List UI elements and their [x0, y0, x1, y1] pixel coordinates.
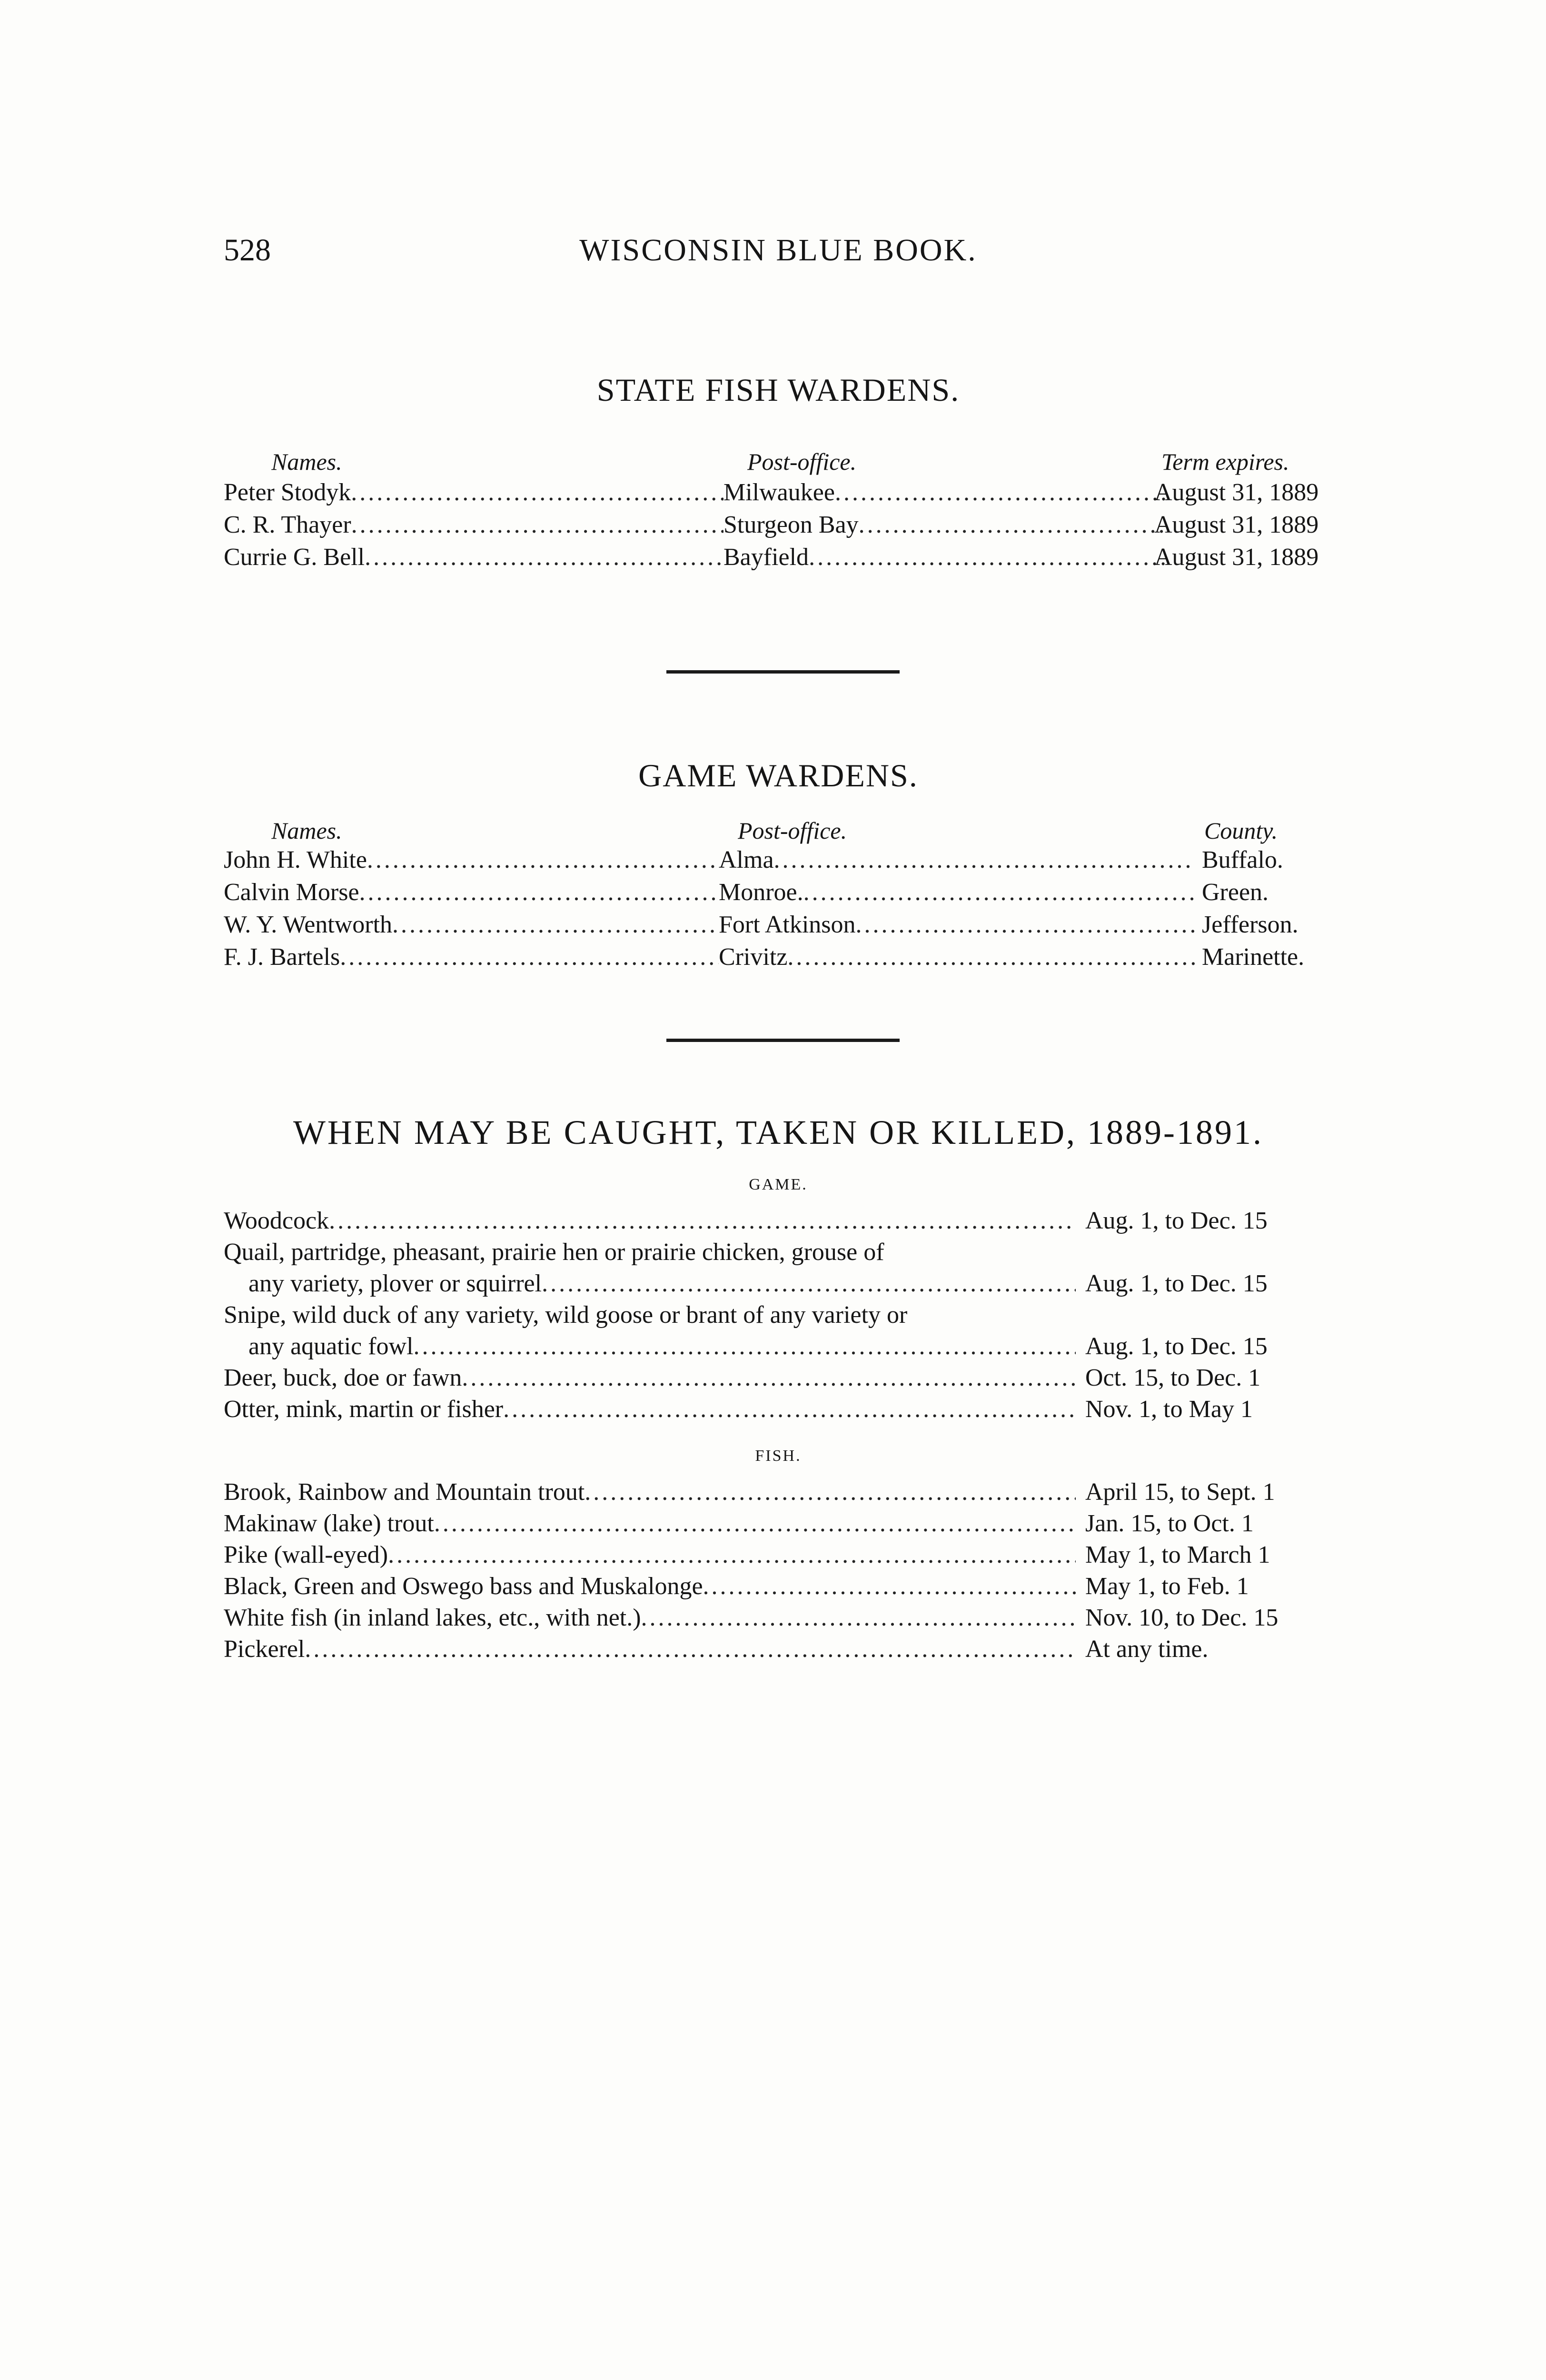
item-label-text: Otter, mink, martin or fisher: [224, 1396, 504, 1423]
table-row: [224, 941, 1333, 974]
list-item: [224, 1299, 1333, 1331]
dot-leader: [503, 1394, 1076, 1425]
season-dates: May 1, to Feb. 1: [1085, 1573, 1249, 1600]
dot-leader: [774, 843, 1195, 877]
dot-leader: [859, 508, 1166, 542]
list-item: [224, 1237, 1333, 1268]
item-label: [248, 1331, 1076, 1362]
table-row: [224, 476, 1333, 509]
dot-leader: [388, 1539, 1076, 1571]
list-item: [224, 1539, 1333, 1571]
post-office-cell: [719, 876, 1195, 909]
name-cell-text: John H. White: [224, 846, 367, 873]
season-dates: At any time.: [1085, 1636, 1209, 1663]
post-office-cell: [723, 541, 1166, 574]
post-office-cell: [719, 908, 1195, 942]
dot-leader: [365, 541, 723, 574]
season-dates: Aug. 1, to Dec. 15: [1085, 1270, 1268, 1297]
item-label: [224, 1571, 1076, 1602]
season-dates: May 1, to March 1: [1085, 1541, 1270, 1568]
last-cell: Buffalo.: [1202, 846, 1283, 873]
last-cell: Jefferson.: [1202, 911, 1298, 938]
dot-leader: [835, 476, 1166, 509]
name-cell: [224, 843, 719, 877]
post-office-cell-text: Bayfield: [723, 544, 809, 571]
col-header-names: Names.: [271, 448, 342, 475]
season-dates: April 15, to Sept. 1: [1085, 1478, 1275, 1506]
item-label: [248, 1268, 1076, 1299]
item-label: Quail, partridge, pheasant, prairie hen or prairie chicken, grouse of: [224, 1239, 884, 1266]
last-cell: August 31, 1889: [1154, 511, 1319, 538]
item-label: [224, 1634, 1076, 1665]
season-dates: Aug. 1, to Dec. 15: [1085, 1207, 1268, 1234]
fish-wardens-header-row: [224, 445, 1333, 478]
item-label-text: White fish (in inland lakes, etc., with net.): [224, 1604, 641, 1631]
name-cell-text: W. Y. Wentworth: [224, 911, 393, 938]
name-cell-text: Currie G. Bell: [224, 544, 365, 571]
name-cell-text: Peter Stodyk: [224, 479, 351, 506]
list-item: [224, 1634, 1333, 1665]
game-subheading: GAME.: [749, 1176, 808, 1193]
item-label-text: any aquatic fowl: [248, 1333, 414, 1360]
running-head: [224, 232, 1333, 275]
dot-leader: [367, 843, 719, 877]
name-cell: [224, 876, 719, 909]
last-cell: August 31, 1889: [1154, 544, 1319, 571]
post-office-cell: [723, 508, 1166, 542]
list-item: [224, 1205, 1333, 1237]
dot-leader: [856, 908, 1195, 942]
dot-leader: [703, 1571, 1076, 1602]
season-dates: Nov. 10, to Dec. 15: [1085, 1604, 1278, 1631]
post-office-cell-text: Crivitz: [719, 943, 788, 971]
post-office-cell: [723, 476, 1166, 509]
post-office-cell-text: Milwaukee: [723, 479, 835, 506]
fish-subheading: FISH.: [755, 1447, 802, 1465]
post-office-cell: [719, 941, 1195, 974]
table-row: [224, 541, 1333, 574]
item-label-text: Brook, Rainbow and Mountain trout: [224, 1478, 585, 1506]
list-item: [224, 1571, 1333, 1602]
item-label: [224, 1539, 1076, 1571]
col-header-term-expires: Term expires.: [1161, 448, 1289, 475]
list-item: [224, 1602, 1333, 1634]
item-label: [224, 1205, 1076, 1237]
section-divider: [666, 1039, 900, 1042]
post-office-cell-text: Alma: [719, 846, 774, 873]
post-office-cell-text: Fort Atkinson: [719, 911, 856, 938]
dot-leader: [787, 941, 1195, 974]
page-number: 528: [224, 233, 271, 268]
col-header-names: Names.: [271, 817, 342, 844]
seasons-title: WHEN MAY BE CAUGHT, TAKEN OR KILLED, 1889-1891.: [293, 1113, 1264, 1151]
fish-seasons-list: [224, 1477, 1333, 1665]
name-cell-text: F. J. Bartels: [224, 943, 340, 971]
season-dates: Aug. 1, to Dec. 15: [1085, 1333, 1268, 1360]
item-label: [224, 1602, 1076, 1634]
fish-wardens-title: STATE FISH WARDENS.: [596, 372, 960, 408]
item-label: [224, 1362, 1076, 1394]
game-wardens-header-row: [224, 814, 1333, 847]
running-title: WISCONSIN BLUE BOOK.: [579, 233, 977, 268]
last-cell: Marinette.: [1202, 943, 1305, 971]
name-cell: [224, 541, 723, 574]
list-item: [224, 1268, 1333, 1299]
dot-leader: [351, 476, 723, 509]
post-office-cell-text: Monroe.: [719, 879, 803, 906]
list-item: [224, 1362, 1333, 1394]
item-label-text: Pickerel: [224, 1636, 305, 1663]
table-row: [224, 508, 1333, 542]
col-header-post-office: Post-office.: [738, 817, 847, 844]
section-divider: [666, 670, 900, 674]
dot-leader: [434, 1508, 1076, 1539]
name-cell-text: Calvin Morse: [224, 879, 359, 906]
col-header-county: County.: [1204, 817, 1278, 844]
dot-leader: [329, 1205, 1076, 1237]
dot-leader: [585, 1477, 1076, 1508]
game-wardens-title: GAME WARDENS.: [638, 757, 918, 793]
season-dates: Oct. 15, to Dec. 1: [1085, 1364, 1261, 1391]
item-label: Snipe, wild duck of any variety, wild goose or brant of any variety or: [224, 1301, 908, 1329]
table-row: [224, 876, 1333, 909]
dot-leader: [809, 541, 1166, 574]
dot-leader: [359, 876, 719, 909]
item-label: [224, 1394, 1076, 1425]
dot-leader: [414, 1331, 1076, 1362]
season-dates: Nov. 1, to May 1: [1085, 1396, 1253, 1423]
table-row: [224, 908, 1333, 942]
dot-leader: [351, 508, 723, 542]
dot-leader: [803, 876, 1195, 909]
season-dates: Jan. 15, to Oct. 1: [1085, 1510, 1254, 1537]
name-cell: [224, 941, 719, 974]
table-row: [224, 843, 1333, 877]
item-label-text: Makinaw (lake) trout: [224, 1510, 434, 1537]
list-item: [224, 1394, 1333, 1425]
game-seasons-list: [224, 1205, 1333, 1425]
name-cell: [224, 908, 719, 942]
item-label: [224, 1508, 1076, 1539]
col-header-post-office: Post-office.: [747, 448, 857, 475]
item-label-text: any variety, plover or squirrel: [248, 1270, 542, 1297]
name-cell: [224, 508, 723, 542]
dot-leader: [392, 908, 719, 942]
dot-leader: [305, 1634, 1076, 1665]
item-label-text: Woodcock: [224, 1207, 329, 1234]
post-office-cell: [719, 843, 1195, 877]
list-item: [224, 1331, 1333, 1362]
last-cell: Green.: [1202, 879, 1269, 906]
item-label-text: Deer, buck, doe or fawn: [224, 1364, 462, 1391]
list-item: [224, 1477, 1333, 1508]
last-cell: August 31, 1889: [1154, 479, 1319, 506]
item-label-text: Black, Green and Oswego bass and Muskalonge: [224, 1573, 703, 1600]
dot-leader: [462, 1362, 1076, 1394]
list-item: [224, 1508, 1333, 1539]
dot-leader: [641, 1602, 1076, 1634]
name-cell: [224, 476, 723, 509]
item-label: [224, 1477, 1076, 1508]
name-cell-text: C. R. Thayer: [224, 511, 351, 538]
post-office-cell-text: Sturgeon Bay: [723, 511, 859, 538]
dot-leader: [340, 941, 719, 974]
dot-leader: [542, 1268, 1076, 1299]
item-label-text: Pike (wall-eyed): [224, 1541, 388, 1568]
